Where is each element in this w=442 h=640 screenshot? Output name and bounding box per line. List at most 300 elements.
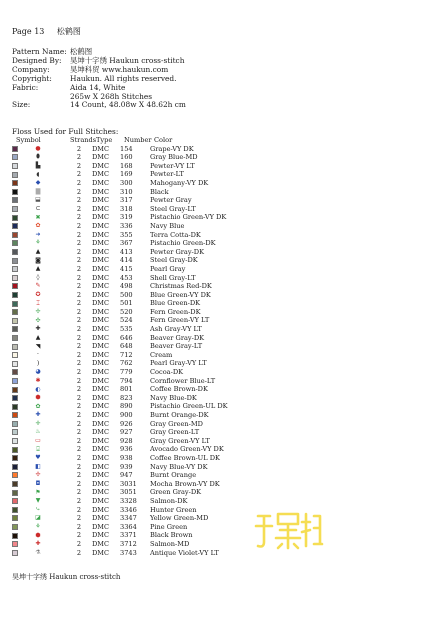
type-cell: DMC — [92, 153, 110, 162]
color-name-cell: Pearl Gray — [150, 264, 186, 273]
stitch-symbol-icon: ◐ — [35, 385, 41, 393]
color-name-cell: Cocoa-DK — [150, 368, 184, 377]
number-cell: 3051 — [120, 488, 137, 497]
strands-cell: 2 — [76, 178, 82, 187]
color-swatch — [12, 326, 18, 332]
strands-cell: 2 — [76, 264, 82, 273]
stitch-symbol-icon: ▲ — [35, 333, 41, 341]
number-cell: 413 — [120, 247, 133, 256]
symbol-cell — [12, 369, 66, 375]
number-cell: 900 — [120, 411, 133, 419]
type-cell: DMC — [92, 539, 110, 548]
strands-cell: 2 — [76, 204, 82, 213]
strands-cell: 2 — [76, 471, 82, 480]
table-row — [12, 394, 314, 403]
color-swatch — [12, 215, 18, 221]
stitch-symbol-icon: ⌶ — [36, 299, 40, 307]
strands-cell: 2 — [76, 402, 82, 411]
color-swatch — [12, 266, 18, 272]
table-row — [12, 308, 314, 317]
color-swatch — [12, 455, 18, 461]
meta-label: Fabric: — [12, 82, 39, 92]
strands-cell: 2 — [76, 196, 82, 205]
strands-cell: 2 — [76, 539, 82, 548]
symbol-cell — [12, 507, 66, 513]
color-swatch — [12, 541, 18, 547]
color-name-cell: Navy Blue-DK — [150, 393, 197, 402]
table-row — [12, 463, 314, 472]
table-row — [12, 377, 314, 386]
symbol-cell — [12, 498, 66, 504]
strands-cell: 2 — [76, 548, 82, 557]
symbol-cell — [12, 412, 66, 418]
type-cell: DMC — [92, 221, 110, 230]
strands-cell: 2 — [76, 170, 82, 179]
color-swatch — [12, 240, 18, 246]
stitch-symbol-icon: ⬢ — [35, 531, 41, 539]
color-swatch — [12, 550, 18, 556]
strands-cell: 2 — [76, 273, 82, 282]
symbol-cell — [12, 146, 66, 152]
stitch-symbol-icon: ▙ — [35, 162, 41, 170]
number-cell: 355 — [120, 230, 133, 239]
number-cell: 3031 — [120, 479, 137, 488]
stitch-symbol-icon: ◆ — [35, 179, 41, 187]
meta-value: 14 Count, 48.08w X 48.62h cm — [70, 100, 186, 110]
number-cell: 927 — [120, 428, 133, 437]
strands-cell: 2 — [76, 256, 82, 265]
table-row — [12, 256, 314, 265]
table-row — [12, 359, 314, 368]
stitch-symbol-icon: ✎ — [35, 282, 41, 290]
stitch-symbol-icon: ✢ — [35, 308, 41, 316]
number-cell: 890 — [120, 402, 133, 411]
color-name-cell: Avocado Green-VY DK — [150, 445, 224, 454]
symbol-cell — [12, 515, 66, 521]
stitch-symbol-icon: ▼ — [35, 497, 41, 505]
col-color: Color — [154, 136, 173, 144]
symbol-cell — [12, 378, 66, 384]
number-cell: 801 — [120, 385, 133, 394]
table-row — [12, 445, 314, 454]
table-row — [12, 145, 314, 154]
type-cell: DMC — [92, 299, 110, 308]
number-cell: 947 — [120, 471, 133, 480]
table-row — [12, 239, 314, 248]
type-cell: DMC — [92, 419, 110, 428]
stitch-symbol-icon: ◕ — [35, 368, 41, 376]
stitch-symbol-icon: ✿ — [35, 402, 41, 410]
number-cell: 169 — [120, 170, 133, 179]
meta-label: Copyright: — [12, 73, 52, 83]
number-cell: 762 — [120, 359, 133, 368]
number-cell: 3346 — [120, 505, 137, 514]
strands-cell: 2 — [76, 419, 82, 428]
stitch-symbol-icon: ⍓ — [36, 445, 40, 453]
stitch-symbol-icon: ) — [36, 359, 40, 367]
type-cell: DMC — [92, 256, 110, 265]
symbol-cell — [12, 249, 66, 255]
table-row — [12, 497, 314, 506]
stitch-symbol-icon: ⬮ — [36, 153, 40, 161]
symbol-cell — [12, 318, 66, 324]
symbol-cell — [12, 326, 66, 332]
number-cell: 712 — [120, 350, 133, 359]
color-name-cell: Pistachio Green-DK — [150, 239, 216, 248]
type-cell: DMC — [92, 307, 110, 316]
symbol-cell — [12, 352, 66, 358]
color-name-cell: Beaver Gray-DK — [150, 333, 205, 342]
strands-cell: 2 — [76, 213, 82, 222]
symbol-cell — [12, 429, 66, 435]
symbol-cell — [12, 361, 66, 367]
color-name-cell: Black Brown — [150, 531, 193, 540]
table-row — [12, 179, 314, 188]
table-row — [12, 420, 314, 429]
table-row — [12, 342, 314, 351]
stitch-symbol-icon: ✣ — [35, 316, 41, 324]
symbol-cell — [12, 455, 66, 461]
color-name-cell: Pewter Gray — [150, 196, 192, 205]
number-cell: 160 — [120, 153, 133, 162]
symbol-cell — [12, 524, 66, 530]
strands-cell: 2 — [76, 239, 82, 248]
symbol-cell — [12, 533, 66, 539]
type-cell: DMC — [92, 170, 110, 179]
strands-cell: 2 — [76, 333, 82, 342]
stitch-symbol-icon: ⚘ — [35, 239, 41, 247]
symbol-cell — [12, 172, 66, 178]
number-cell: 779 — [120, 368, 133, 377]
stitch-symbol-icon: ✿ — [35, 222, 41, 230]
stitch-symbol-icon: ✛ — [35, 419, 41, 427]
strands-cell: 2 — [76, 514, 82, 523]
strands-cell: 2 — [76, 411, 82, 419]
strands-cell: 2 — [76, 445, 82, 454]
table-row — [12, 411, 314, 420]
color-swatch — [12, 378, 18, 384]
number-cell: 926 — [120, 419, 133, 428]
color-swatch — [12, 395, 18, 401]
col-symbol: Symbol — [16, 136, 41, 144]
table-row — [12, 291, 314, 300]
strands-cell: 2 — [76, 144, 82, 153]
color-name-cell: Mocha Brown-VY DK — [150, 479, 220, 488]
color-name-cell: Fern Green-DK — [150, 307, 201, 316]
type-cell: DMC — [92, 350, 110, 359]
table-row — [12, 282, 314, 291]
stitch-symbol-icon: ◖ — [36, 170, 40, 178]
color-swatch — [12, 180, 18, 186]
type-cell: DMC — [92, 514, 110, 523]
number-cell: 648 — [120, 342, 133, 351]
color-swatch — [12, 189, 18, 195]
symbol-cell — [12, 154, 66, 160]
color-swatch — [12, 438, 18, 444]
color-swatch — [12, 498, 18, 504]
color-swatch — [12, 369, 18, 375]
stitch-symbol-icon: ✖ — [35, 213, 41, 221]
number-cell: 336 — [120, 221, 133, 230]
color-swatch — [12, 533, 18, 539]
table-row — [12, 153, 314, 162]
number-cell: 3328 — [120, 496, 137, 505]
watermark-stamp — [252, 508, 324, 552]
number-cell: 414 — [120, 256, 133, 265]
symbol-cell — [12, 387, 66, 393]
table-row — [12, 428, 314, 437]
stitch-symbol-icon: ♨ — [35, 428, 41, 436]
color-swatch — [12, 490, 18, 496]
type-cell: DMC — [92, 144, 110, 153]
color-swatch — [12, 412, 18, 418]
color-name-cell: Pearl Gray-VY LT — [150, 359, 207, 368]
type-cell: DMC — [92, 453, 110, 462]
symbol-cell — [12, 550, 66, 556]
color-name-cell: Cream — [150, 350, 173, 359]
stitch-symbol-icon: ⤷ — [35, 505, 41, 513]
stitch-symbol-icon: ⬢ — [35, 394, 41, 402]
table-header — [12, 136, 314, 145]
color-swatch — [12, 154, 18, 160]
stitch-symbol-icon: ⚘ — [35, 523, 41, 531]
color-name-cell: Beaver Gray-LT — [150, 342, 203, 351]
color-name-cell: Gray Blue-MD — [150, 153, 198, 162]
type-cell: DMC — [92, 531, 110, 540]
type-cell: DMC — [92, 325, 110, 334]
number-cell: 524 — [120, 316, 133, 325]
color-swatch — [12, 249, 18, 255]
table-row — [12, 325, 314, 334]
stitch-symbol-icon: ⚗ — [35, 548, 41, 556]
stitch-symbol-icon: ▲ — [35, 248, 41, 256]
color-name-cell: Burnt Orange-DK — [150, 411, 209, 419]
symbol-cell — [12, 240, 66, 246]
color-swatch — [12, 472, 18, 478]
table-row — [12, 334, 314, 343]
stitch-symbol-icon: ✚ — [35, 411, 41, 419]
type-cell: DMC — [92, 204, 110, 213]
color-name-cell: Pewter-LT — [150, 170, 184, 179]
type-cell: DMC — [92, 359, 110, 368]
table-row — [12, 162, 314, 171]
col-strands: Strands — [70, 136, 97, 144]
symbol-cell — [12, 180, 66, 186]
symbol-cell — [12, 404, 66, 410]
stitch-symbol-icon: ▲ — [35, 265, 41, 273]
type-cell: DMC — [92, 316, 110, 325]
symbol-cell — [12, 258, 66, 264]
type-cell: DMC — [92, 290, 110, 299]
symbol-cell — [12, 189, 66, 195]
color-name-cell: Blue Green-DK — [150, 299, 201, 308]
table-row — [12, 368, 314, 377]
color-swatch — [12, 481, 18, 487]
type-cell: DMC — [92, 230, 110, 239]
color-swatch — [12, 309, 18, 315]
color-swatch — [12, 283, 18, 289]
number-cell: 3712 — [120, 539, 137, 548]
color-swatch — [12, 421, 18, 427]
page-number: Page 13 — [12, 27, 45, 36]
color-name-cell: Ash Gray-VY LT — [150, 325, 202, 334]
color-swatch — [12, 275, 18, 281]
meta-value: 松鹤图 — [70, 47, 93, 56]
type-cell: DMC — [92, 445, 110, 454]
color-name-cell: Gray Green-LT — [150, 428, 200, 437]
color-name-cell: Salmon-MD — [150, 539, 190, 548]
symbol-cell — [12, 223, 66, 229]
strands-cell: 2 — [76, 230, 82, 239]
number-cell: 3347 — [120, 514, 137, 523]
type-cell: DMC — [92, 479, 110, 488]
number-cell: 501 — [120, 299, 133, 308]
number-cell: 168 — [120, 161, 133, 170]
symbol-cell — [12, 232, 66, 238]
strands-cell: 2 — [76, 342, 82, 351]
color-swatch — [12, 515, 18, 521]
type-cell: DMC — [92, 522, 110, 531]
symbol-cell — [12, 344, 66, 350]
color-swatch — [12, 318, 18, 324]
strands-cell: 2 — [76, 325, 82, 334]
symbol-cell — [12, 163, 66, 169]
meta-row — [12, 101, 186, 110]
color-name-cell: Pewter Gray-DK — [150, 247, 205, 256]
color-swatch — [12, 404, 18, 410]
symbol-cell — [12, 197, 66, 203]
symbol-cell — [12, 301, 66, 307]
color-name-cell: Shell Gray-LT — [150, 273, 196, 282]
type-cell: DMC — [92, 393, 110, 402]
number-cell: 3364 — [120, 522, 137, 531]
type-cell: DMC — [92, 196, 110, 205]
color-swatch — [12, 464, 18, 470]
stitch-symbol-icon: ⊂ — [35, 205, 41, 213]
table-row — [12, 196, 314, 205]
number-cell: 535 — [120, 325, 133, 334]
color-name-cell: Fern Green-VY LT — [150, 316, 210, 325]
symbol-cell — [12, 309, 66, 315]
symbol-cell — [12, 283, 66, 289]
color-name-cell: Salmon-DK — [150, 496, 188, 505]
color-swatch — [12, 258, 18, 264]
table-row — [12, 316, 314, 325]
color-name-cell: Gray Green-MD — [150, 419, 203, 428]
stitch-symbol-icon: ✢ — [35, 471, 41, 479]
color-name-cell: Yellow Green-MD — [150, 514, 209, 523]
color-swatch — [12, 524, 18, 530]
color-swatch — [12, 352, 18, 358]
col-type: Type — [96, 136, 113, 144]
table-body — [12, 145, 314, 558]
color-name-cell: Pine Green — [150, 522, 188, 531]
strands-cell: 2 — [76, 436, 82, 445]
color-name-cell: Gray Green-VY LT — [150, 436, 210, 445]
strands-cell: 2 — [76, 161, 82, 170]
color-name-cell: Mahogany-VY DK — [150, 178, 209, 187]
symbol-cell — [12, 541, 66, 547]
symbol-cell — [12, 275, 66, 281]
table-row — [12, 351, 314, 360]
color-name-cell: Burnt Orange — [150, 471, 197, 480]
table-row — [12, 471, 314, 480]
stitch-symbol-icon: ✚ — [35, 540, 41, 548]
type-cell: DMC — [92, 342, 110, 351]
strands-cell: 2 — [76, 428, 82, 437]
color-swatch — [12, 507, 18, 513]
type-cell: DMC — [92, 273, 110, 282]
strands-cell: 2 — [76, 350, 82, 359]
stitch-symbol-icon: ▭ — [35, 437, 41, 445]
type-cell: DMC — [92, 333, 110, 342]
color-swatch — [12, 197, 18, 203]
table-row — [12, 248, 314, 257]
type-cell: DMC — [92, 161, 110, 170]
number-cell: 367 — [120, 239, 133, 248]
table-row — [12, 170, 314, 179]
stitch-symbol-icon: ◘ — [35, 480, 41, 488]
floss-table — [12, 136, 314, 557]
stitch-symbol-icon: ◧ — [35, 462, 41, 470]
color-swatch — [12, 163, 18, 169]
meta-value: Aida 14, White — [70, 82, 126, 92]
number-cell: 938 — [120, 453, 133, 462]
strands-cell: 2 — [76, 479, 82, 488]
table-row — [12, 188, 314, 197]
number-cell: 453 — [120, 273, 133, 282]
symbol-cell — [12, 206, 66, 212]
table-row — [12, 402, 314, 411]
color-name-cell: Navy Blue-VY DK — [150, 462, 208, 471]
meta-label: Pattern Name: — [12, 47, 67, 56]
table-row — [12, 274, 314, 283]
color-swatch — [12, 172, 18, 178]
strands-cell: 2 — [76, 385, 82, 394]
strands-cell: 2 — [76, 282, 82, 291]
symbol-cell — [12, 481, 66, 487]
color-name-cell: Steel Gray-DK — [150, 256, 198, 265]
number-cell: 318 — [120, 204, 133, 213]
table-row — [12, 222, 314, 231]
page-header — [12, 26, 81, 37]
stitch-symbol-icon: ⬓ — [35, 196, 41, 204]
number-cell: 823 — [120, 393, 133, 402]
table-row — [12, 385, 314, 394]
stitch-symbol-icon: ♥ — [35, 454, 41, 462]
meta-value: 昊坤十字绣 Haukun cross-stitch — [70, 55, 185, 65]
col-number: Number — [124, 136, 152, 144]
color-name-cell: Navy Blue — [150, 221, 185, 230]
table-row — [12, 213, 314, 222]
strands-cell: 2 — [76, 393, 82, 402]
color-name-cell: Antique Violet-VY LT — [150, 548, 219, 557]
number-cell: 319 — [120, 213, 133, 222]
type-cell: DMC — [92, 247, 110, 256]
type-cell: DMC — [92, 178, 110, 187]
strands-cell: 2 — [76, 187, 82, 196]
meta-value: Haukun. All rights reserved. — [70, 73, 177, 83]
strands-cell: 2 — [76, 488, 82, 497]
type-cell: DMC — [92, 187, 110, 196]
strands-cell: 2 — [76, 307, 82, 316]
stitch-symbol-icon: ✱ — [35, 376, 41, 384]
strands-cell: 2 — [76, 299, 82, 308]
symbol-cell — [12, 292, 66, 298]
type-cell: DMC — [92, 428, 110, 437]
strands-cell: 2 — [76, 153, 82, 162]
strands-cell: 2 — [76, 462, 82, 471]
